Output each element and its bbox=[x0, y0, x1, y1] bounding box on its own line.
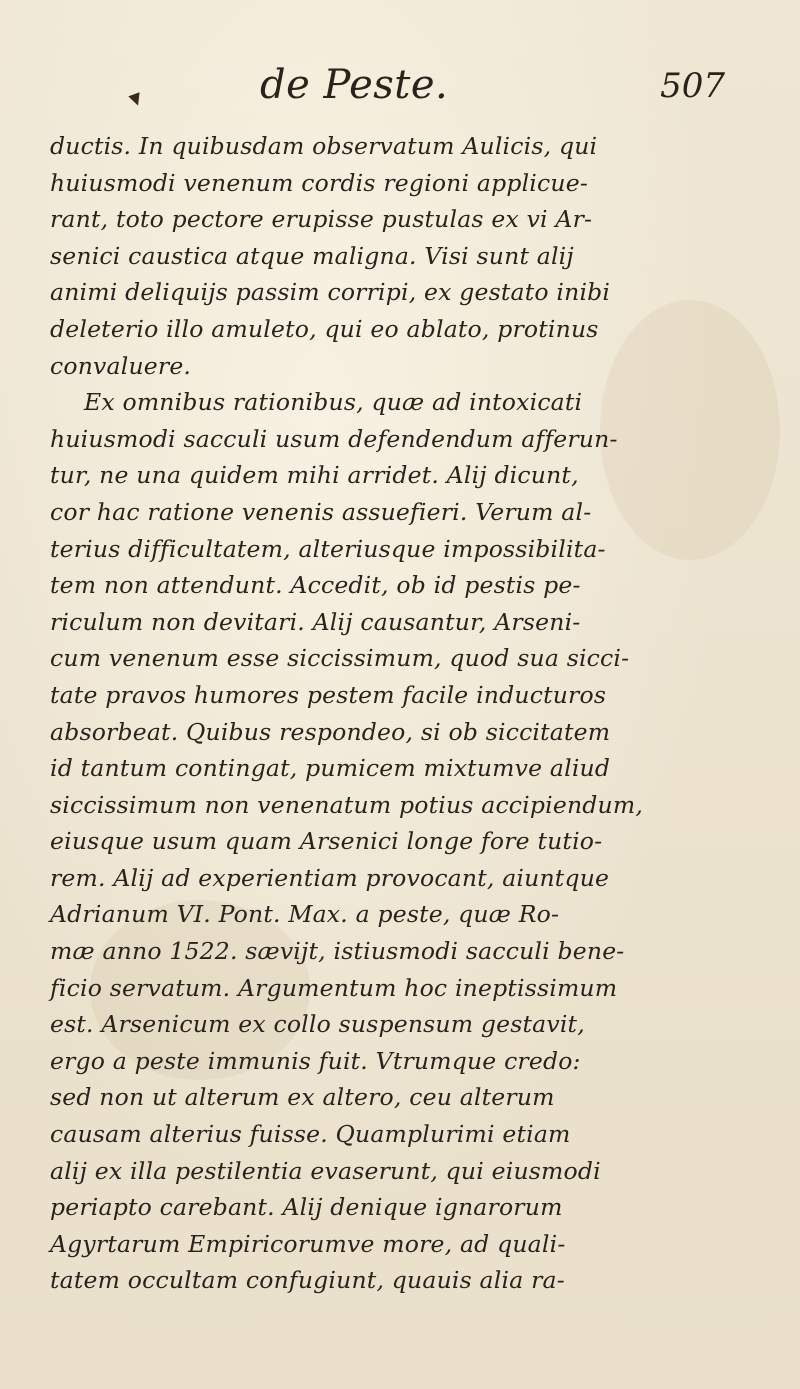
text-line: tur, ne una quidem mihi arridet. Alij dicunt, bbox=[50, 461, 579, 490]
text-line: id tantum contingat, pumicem mixtumve aliud bbox=[50, 754, 611, 783]
text-line: causam alterius fuisse. Quamplurimi etiam bbox=[50, 1120, 571, 1149]
text-line: terius difficultatem, alteriusque impossibilita- bbox=[50, 534, 606, 563]
running-head: de Peste. bbox=[260, 62, 449, 108]
text-line: periapto carebant. Alij denique ignarorum bbox=[50, 1193, 563, 1222]
page-number: 507 bbox=[660, 66, 725, 106]
page-body-text bbox=[50, 128, 740, 1299]
text-line: tem non attendunt. Accedit, ob id pestis pe- bbox=[50, 571, 581, 600]
text-line: deleterio illo amuleto, qui eo ablato, protinus bbox=[50, 314, 599, 343]
text-line: ductis. In quibusdam observatum Aulicis, qui bbox=[50, 132, 598, 160]
text-line: rem. Alij ad experientiam provocant, aiuntque bbox=[50, 863, 610, 892]
text-line: est. Arsenicum ex collo suspensum gestavit, bbox=[50, 1010, 585, 1039]
text-line: cum venenum esse siccissimum, quod sua sicci- bbox=[50, 644, 630, 673]
text-line: Adrianum VI. Pont. Max. a peste, quæ Ro- bbox=[50, 900, 560, 929]
text-line: siccissimum non venenatum potius accipiendum, bbox=[50, 790, 644, 819]
text-line: convaluere. bbox=[50, 351, 192, 380]
text-line: Agyrtarum Empiricorumve more, ad quali- bbox=[50, 1229, 566, 1258]
text-line: alij ex illa pestilentia evaserunt, qui eiusmodi bbox=[50, 1156, 601, 1185]
text-line: animi deliquijs passim corripi, ex gestato inibi bbox=[50, 278, 611, 307]
text-line: absorbeat. Quibus respondeo, si ob siccitatem bbox=[50, 717, 611, 746]
text-line: cor hac ratione venenis assuefieri. Verum al- bbox=[50, 497, 592, 526]
text-line: Ex omnibus rationibus, quæ ad intoxicati bbox=[84, 388, 583, 417]
text-line: rant, toto pectore erupisse pustulas ex vi Ar- bbox=[50, 205, 593, 234]
text-line: eiusque usum quam Arsenici longe fore tutio- bbox=[50, 827, 603, 856]
text-line: sed non ut alterum ex altero, ceu alterum bbox=[50, 1083, 555, 1112]
printer-mark-icon bbox=[128, 92, 143, 107]
text-line: huiusmodi sacculi usum defendendum afferun- bbox=[50, 424, 618, 453]
text-line: tate pravos humores pestem facile inducturos bbox=[50, 680, 607, 709]
text-line: riculum non devitari. Alij causantur, Arseni- bbox=[50, 607, 581, 636]
text-line: huiusmodi venenum cordis regioni applicue- bbox=[50, 168, 588, 197]
text-line: senici caustica atque maligna. Visi sunt alij bbox=[50, 241, 574, 270]
text-line: ficio servatum. Argumentum hoc ineptissimum bbox=[50, 973, 618, 1002]
page-header bbox=[100, 62, 740, 122]
text-line: mæ anno 1522. sævijt, istiusmodi sacculi bene- bbox=[50, 937, 625, 966]
text-line: ergo a peste immunis fuit. Vtrumque credo: bbox=[50, 1046, 581, 1075]
text-line: tatem occultam confugiunt, quauis alia ra- bbox=[50, 1266, 565, 1295]
